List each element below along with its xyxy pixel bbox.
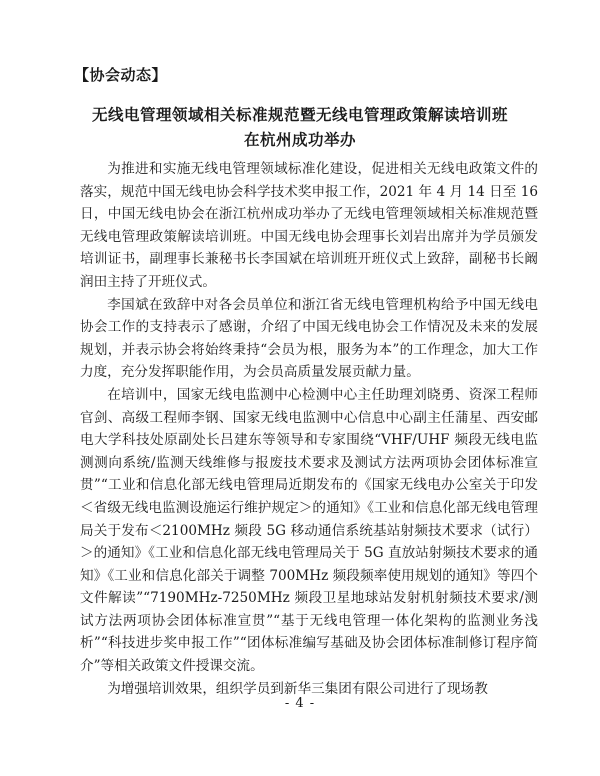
- page-number: - 4 -: [284, 696, 316, 711]
- paragraph-3: 在培训中，国家无线电监测中心检测中心主任助理刘晓勇、资深工程师官剑、高级工程师李钢、国家无线电监测中心信息中心副主任蒲星、西安邮电大学科技处原副处长吕建东等领导和专家围绕“VHF/UHF 频段无线电监测测向系统/监测天线维修与报废技术要求及测试方法两项协会团体标准宣贯”“工业和信息化部无线电管理局近期发布的《国家无线电办公室关于印发＜省级无线电监测设施运行维护规定＞的通知》《工业和信息化部无线电管理局关于发布＜2100MHz 频段 5G 移动通信系统基站射频技术要求（试行）＞的通知》《工业和信息化部无线电管理局关于 5G 直放站射频技术要求的通知》《工业和信息化部关于调整 700MHz 频段频率使用规划的通知》等四个文件解读”“7190MHz-7250MHz 频段卫星地球站发射机射频技术要求/测试方法两项协会团体标准宣贯”“基于无线电管理一体化架构的监测业务浅析”“科技进步奖申报工作”“团体标准编写基础及协会团体标准制修订程序简介”等相关政策文件授课交流。: [80, 386, 538, 675]
- paragraph-4: 为增强培训效果，组织学员到新华三集团有限公司进行了现场教: [107, 680, 488, 697]
- article-title-line-1: 无线电管理领域相关标准规范暨无线电管理政策解读培训班: [91, 106, 508, 124]
- section-tag: 【协会动态】: [74, 66, 168, 84]
- article-title-line-2: 在杭州成功举办: [243, 131, 356, 149]
- paragraph-1: 为推进和实施无线电管理领域标准化建设，促进相关无线电政策文件的落实，规范中国无线电协会科学技术奖申报工作，2021 年 4 月 14 日至 16 日，中国无线电协会在浙江杭州成功举办了无线电管理领域相关标准规范暨无线电管理政策解读培训班。中国无线电协会理事长刘岩出席并为学员颁发培训证书，副理事长兼秘书长李国斌在培训班开班仪式上致辞，副秘书长阚润田主持了开班仪式。: [80, 161, 538, 290]
- paragraph-2: 李国斌在致辞中对各会员单位和浙江省无线电管理机构给予中国无线电协会工作的支持表示了感谢，介绍了中国无线电协会工作情况及未来的发展规划，并表示协会将始终秉持“会员为根，服务为本”的工作理念，加大工作力度，充分发挥职能作用，为会员高质量发展贡献力量。: [80, 296, 538, 381]
- article-body: [80, 158, 538, 700]
